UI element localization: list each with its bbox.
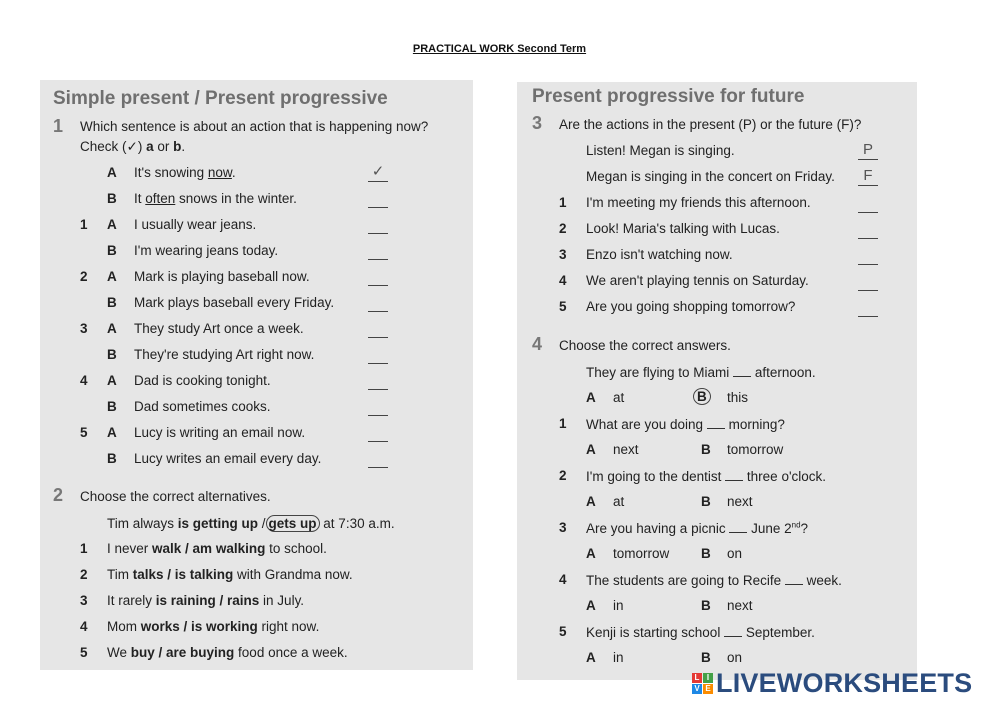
option-letter: A (586, 494, 596, 509)
item-number: 5 (80, 645, 88, 660)
example-answer: P (858, 142, 878, 160)
sentence-1b: I'm wearing jeans today. (134, 243, 279, 258)
exercise-1-instruction-line2: Check (✓) a or b. (80, 139, 186, 154)
option-b-text: this (727, 390, 749, 405)
option-letter: A (586, 598, 596, 613)
option-b-text[interactable]: next (727, 598, 753, 613)
pf-sentence-3: Enzo isn't watching now. (586, 247, 733, 262)
alternative-sentence-4[interactable]: Mom works / is working right now. (107, 619, 320, 634)
logo-text: LIVEWORKSHEETS (716, 667, 973, 698)
pf-sentence-4: We aren't playing tennis on Saturday. (586, 273, 809, 288)
option-letter: B (107, 347, 117, 362)
answer-blank[interactable] (368, 190, 388, 208)
option-letter: A (107, 217, 117, 232)
answer-blank[interactable] (858, 273, 878, 291)
item-number: 3 (80, 321, 88, 336)
question-5: Kenji is starting school September. (586, 625, 815, 640)
answer-blank[interactable] (368, 294, 388, 312)
left-panel-title: Simple present / Present progressive (53, 88, 388, 109)
item-number: 1 (559, 195, 567, 210)
circled-answer: gets up (266, 515, 320, 532)
pf-sentence-5: Are you going shopping tomorrow? (586, 299, 796, 314)
item-number: 1 (80, 541, 88, 556)
circled-option-b: B (693, 388, 711, 405)
exercise-2-example: Tim always is getting up / gets up at 7:30 a.m. (107, 516, 395, 531)
exercise-4-number: 4 (532, 334, 543, 354)
option-letter: A (107, 373, 117, 388)
exercise-2-instruction: Choose the correct alternatives. (80, 489, 271, 504)
item-number: 4 (559, 273, 567, 288)
option-letter: A (107, 425, 117, 440)
liveworksheets-logo[interactable] (692, 668, 972, 698)
option-a-text[interactable]: in (613, 650, 624, 665)
left-worksheet-panel (40, 80, 473, 670)
answer-blank[interactable] (368, 346, 388, 364)
option-letter: A (107, 165, 117, 180)
exercise-1-instruction: Which sentence is about an action that is happening now? (80, 119, 429, 134)
pf-sentence-2: Look! Maria's talking with Lucas. (586, 221, 780, 236)
item-number: 1 (80, 217, 88, 232)
option-a-text[interactable]: tomorrow (613, 546, 670, 561)
option-a-text[interactable]: next (613, 442, 639, 457)
item-number: 2 (559, 468, 567, 483)
item-number: 3 (559, 247, 567, 262)
option-letter: B (701, 650, 711, 665)
alternative-sentence-2[interactable]: Tim talks / is talking with Grandma now. (107, 567, 353, 582)
option-a-text[interactable]: in (613, 598, 624, 613)
alternative-sentence-3[interactable]: It rarely is raining / rains in July. (107, 593, 305, 608)
logo-mark-icon: L I V E (692, 673, 713, 694)
item-number: 4 (559, 572, 567, 587)
option-a-text: at (613, 390, 625, 405)
question-2: I'm going to the dentist three o'clock. (586, 469, 827, 484)
option-letter: A (586, 390, 596, 405)
exercise-4-example: They are flying to Miami afternoon. (586, 365, 816, 380)
sentence-5a: Lucy is writing an email now. (134, 425, 306, 440)
sentence-2b: Mark plays baseball every Friday. (134, 295, 335, 310)
option-letter: B (107, 399, 117, 414)
option-letter: A (586, 650, 596, 665)
option-b-text[interactable]: tomorrow (727, 442, 784, 457)
page-title: PRACTICAL WORK Second Term (412, 43, 587, 55)
sentence-4b: Dad sometimes cooks. (134, 399, 271, 414)
sentence-3b: They're studying Art right now. (134, 347, 315, 362)
question-4: The students are going to Recife week. (586, 573, 842, 588)
answer-blank[interactable] (368, 398, 388, 416)
answer-blank[interactable] (368, 320, 388, 338)
option-letter: B (107, 295, 117, 310)
option-letter: B (701, 442, 711, 457)
answer-blank[interactable] (368, 424, 388, 442)
item-number: 2 (80, 567, 88, 582)
answer-blank[interactable] (858, 195, 878, 213)
item-number: 1 (559, 416, 567, 431)
right-worksheet-panel (517, 82, 917, 680)
item-number: 5 (559, 299, 567, 314)
sentence-2a: Mark is playing baseball now. (134, 269, 310, 284)
answer-blank[interactable] (368, 450, 388, 468)
example-sentence-2: Megan is singing in the concert on Friday. (586, 169, 835, 184)
item-number: 3 (80, 593, 88, 608)
item-number: 4 (80, 619, 88, 634)
example-sentence-1: Listen! Megan is singing. (586, 143, 735, 158)
answer-blank[interactable] (368, 372, 388, 390)
answer-blank[interactable] (858, 221, 878, 239)
sentence-4a: Dad is cooking tonight. (134, 373, 271, 388)
exercise-3-instruction: Are the actions in the present (P) or the future (F)? (559, 117, 862, 132)
item-number: 4 (80, 373, 88, 388)
answer-blank[interactable] (368, 216, 388, 234)
exercise-3-number: 3 (532, 113, 543, 133)
option-letter: B (107, 451, 117, 466)
exercise-1-number: 1 (53, 116, 64, 136)
example-answer: F (858, 168, 878, 186)
option-letter: B (701, 494, 711, 509)
option-letter: B (701, 598, 711, 613)
item-number: 2 (559, 221, 567, 236)
option-letter: B (701, 546, 711, 561)
answer-blank[interactable] (858, 299, 878, 317)
alternative-sentence-5[interactable]: We buy / are buying food once a week. (107, 645, 348, 660)
item-number: 3 (559, 520, 567, 535)
option-letter: A (586, 442, 596, 457)
example-sentence-a: It's snowing now. (134, 165, 236, 180)
example-answer-check: ✓ (368, 164, 388, 182)
question-3: Are you having a picnic June 2nd? (586, 520, 809, 536)
option-letter: B (107, 191, 117, 206)
sentence-3a: They study Art once a week. (134, 321, 304, 336)
sentence-1a: I usually wear jeans. (134, 217, 257, 232)
option-letter: B (107, 243, 117, 258)
exercise-4-instruction: Choose the correct answers. (559, 338, 731, 353)
option-a-text[interactable]: at (613, 494, 625, 509)
pf-sentence-1: I'm meeting my friends this afternoon. (586, 195, 811, 210)
example-sentence-b: It often snows in the winter. (134, 191, 297, 206)
option-letter: A (586, 546, 596, 561)
option-letter: A (107, 269, 117, 284)
right-panel-title: Present progressive for future (532, 86, 805, 107)
answer-blank[interactable] (858, 247, 878, 265)
answer-blank[interactable] (368, 242, 388, 260)
sentence-5b: Lucy writes an email every day. (134, 451, 322, 466)
item-number: 5 (559, 624, 567, 639)
option-b-text[interactable]: on (727, 546, 743, 561)
option-b-text[interactable]: next (727, 494, 753, 509)
alternative-sentence-1[interactable]: I never walk / am walking to school. (107, 541, 327, 556)
option-b-text[interactable]: on (727, 650, 743, 665)
answer-blank[interactable] (368, 268, 388, 286)
exercise-2-number: 2 (53, 485, 64, 505)
option-letter: A (107, 321, 117, 336)
item-number: 5 (80, 425, 88, 440)
question-1: What are you doing morning? (586, 417, 785, 432)
item-number: 2 (80, 269, 88, 284)
